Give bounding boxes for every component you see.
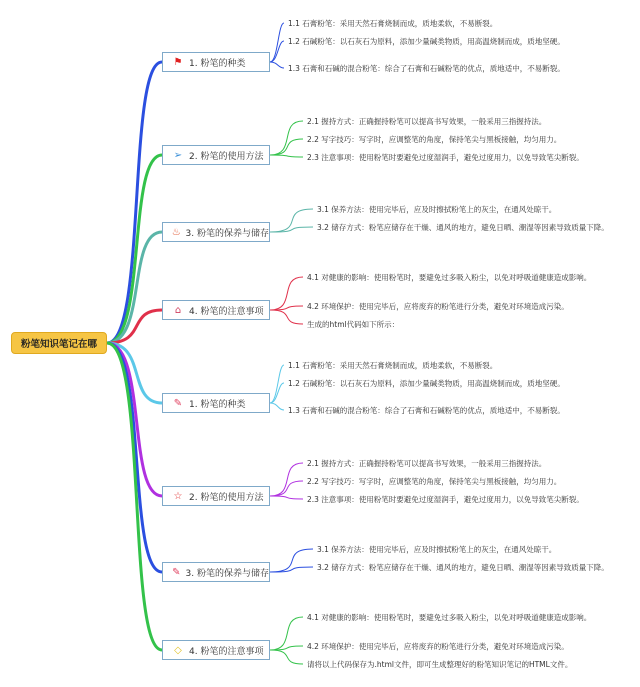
branch-label: 3. 粉笔的保养与储存 (185, 568, 269, 579)
branch-node[interactable] (162, 300, 270, 320)
edge-branch-to-leaf (270, 496, 303, 499)
edge-branch-to-leaf (270, 277, 303, 310)
edge-branch-to-leaf (270, 617, 303, 650)
leaf-text[interactable]: 1.2 石碱粉笔：以石灰石为原料，添加少量碱类物质，用高温烧制而成，质地坚硬。 (288, 379, 565, 388)
leaf-text[interactable]: 4.2 环境保护：使用完毕后，应将废弃的粉笔进行分类，避免对环境造成污染。 (307, 642, 569, 651)
leaf-text[interactable]: 生成的html代码如下所示： (307, 320, 400, 329)
branch-node[interactable] (162, 222, 270, 242)
leaf-text[interactable]: 1.1 石膏粉笔：采用天然石膏烧制而成，质地柔软，不易断裂。 (288, 361, 498, 370)
branch-node[interactable] (162, 393, 270, 413)
branch-node[interactable] (162, 562, 270, 582)
leaf-text[interactable]: 请将以上代码保存为.html文件，即可生成整理好的粉笔知识笔记的HTML文件。 (307, 660, 573, 669)
edge-branch-to-leaf (270, 463, 303, 496)
diamond-icon: ◇ (174, 644, 182, 656)
branch-node[interactable] (162, 640, 270, 660)
branch-label: 4. 粉笔的注意事项 (189, 646, 264, 657)
leaf-text[interactable]: 4.2 环境保护：使用完毕后，应将废弃的粉笔进行分类，避免对环境造成污染。 (307, 302, 569, 311)
leaf-text[interactable]: 1.1 石膏粉笔：采用天然石膏烧制而成，质地柔软，不易断裂。 (288, 19, 498, 28)
edge-branch-to-leaf (270, 403, 284, 410)
flag-icon: ⚑ (173, 56, 183, 68)
leaf-text[interactable]: 1.3 石膏和石碱的混合粉笔：综合了石膏和石碱粉笔的优点，质地适中，不易断裂。 (288, 64, 565, 73)
branch-label: 2. 粉笔的使用方法 (189, 151, 264, 162)
leaf-text[interactable]: 1.3 石膏和石碱的混合粉笔：综合了石膏和石碱粉笔的优点，质地适中，不易断裂。 (288, 406, 565, 415)
star-icon: ☆ (173, 490, 183, 502)
branch-label: 1. 粉笔的种类 (189, 58, 246, 69)
edge-branch-to-leaf (270, 62, 284, 68)
branch-label: 3. 粉笔的保养与储存 (185, 228, 269, 239)
leaf-text[interactable]: 2.2 写字技巧：写字时，应调整笔的角度，保持笔尖与黑板接触，均匀用力。 (307, 135, 562, 144)
leaf-text[interactable]: 3.1 保养方法：使用完毕后，应及时擦拭粉笔上的灰尘，在通风处晾干。 (317, 205, 557, 214)
root-node[interactable]: 粉笔知识笔记在哪 (11, 332, 107, 354)
leaf-text[interactable]: 2.3 注意事项：使用粉笔时要避免过度湿润手，避免过度用力，以免导致笔尖断裂。 (307, 495, 584, 504)
branch-label: 2. 粉笔的使用方法 (189, 492, 264, 503)
branch-node[interactable] (162, 52, 270, 72)
branch-node[interactable] (162, 145, 270, 165)
edge-root-to-branch (107, 343, 162, 650)
leaf-text[interactable]: 2.1 握持方式：正确握持粉笔可以提高书写效果，一般采用三指握持法。 (307, 459, 547, 468)
leaf-text[interactable]: 4.1 对健康的影响：使用粉笔时，要避免过多吸入粉尘，以免对呼吸道健康造成影响。 (307, 613, 592, 622)
leaf-text[interactable]: 2.1 握持方式：正确握持粉笔可以提高书写效果，一般采用三指握持法。 (307, 117, 547, 126)
edge-branch-to-leaf (270, 650, 303, 664)
edge-branch-to-leaf (270, 310, 303, 324)
edge-branch-to-leaf (270, 155, 303, 157)
flame-icon: ♨ (171, 226, 181, 238)
leaf-text[interactable]: 2.2 写字技巧：写字时，应调整笔的角度，保持笔尖与黑板接触，均匀用力。 (307, 477, 562, 486)
leaf-text[interactable]: 3.2 储存方式：粉笔应储存在干燥、通风的地方，避免日晒、潮湿等因素导致质量下降。 (317, 223, 609, 232)
leaf-text[interactable]: 3.2 储存方式：粉笔应储存在干燥、通风的地方，避免日晒、潮湿等因素导致质量下降。 (317, 563, 609, 572)
leaf-text[interactable]: 4.1 对健康的影响：使用粉笔时，要避免过多吸入粉尘，以免对呼吸道健康造成影响。 (307, 273, 592, 282)
branch-label: 1. 粉笔的种类 (189, 399, 246, 410)
leaf-text[interactable]: 2.3 注意事项：使用粉笔时要避免过度湿润手，避免过度用力，以免导致笔尖断裂。 (307, 153, 584, 162)
edge-branch-to-leaf (270, 121, 303, 155)
branch-node[interactable] (162, 486, 270, 506)
branch-label: 4. 粉笔的注意事项 (189, 306, 264, 317)
leaf-text[interactable]: 3.1 保养方法：使用完毕后，应及时擦拭粉笔上的灰尘，在通风处晾干。 (317, 545, 557, 554)
wand-icon: ✎ (172, 566, 181, 578)
home-icon: ⌂ (174, 304, 182, 316)
edge-branch-to-leaf (270, 209, 313, 232)
edge-branch-to-leaf (270, 549, 313, 572)
leaf-text[interactable]: 1.2 石碱粉笔：以石灰石为原料，添加少量碱类物质，用高温烧制而成，质地坚硬。 (288, 37, 565, 46)
wand-icon: ✎ (173, 397, 183, 409)
paper-plane-icon: ➢ (173, 149, 183, 161)
